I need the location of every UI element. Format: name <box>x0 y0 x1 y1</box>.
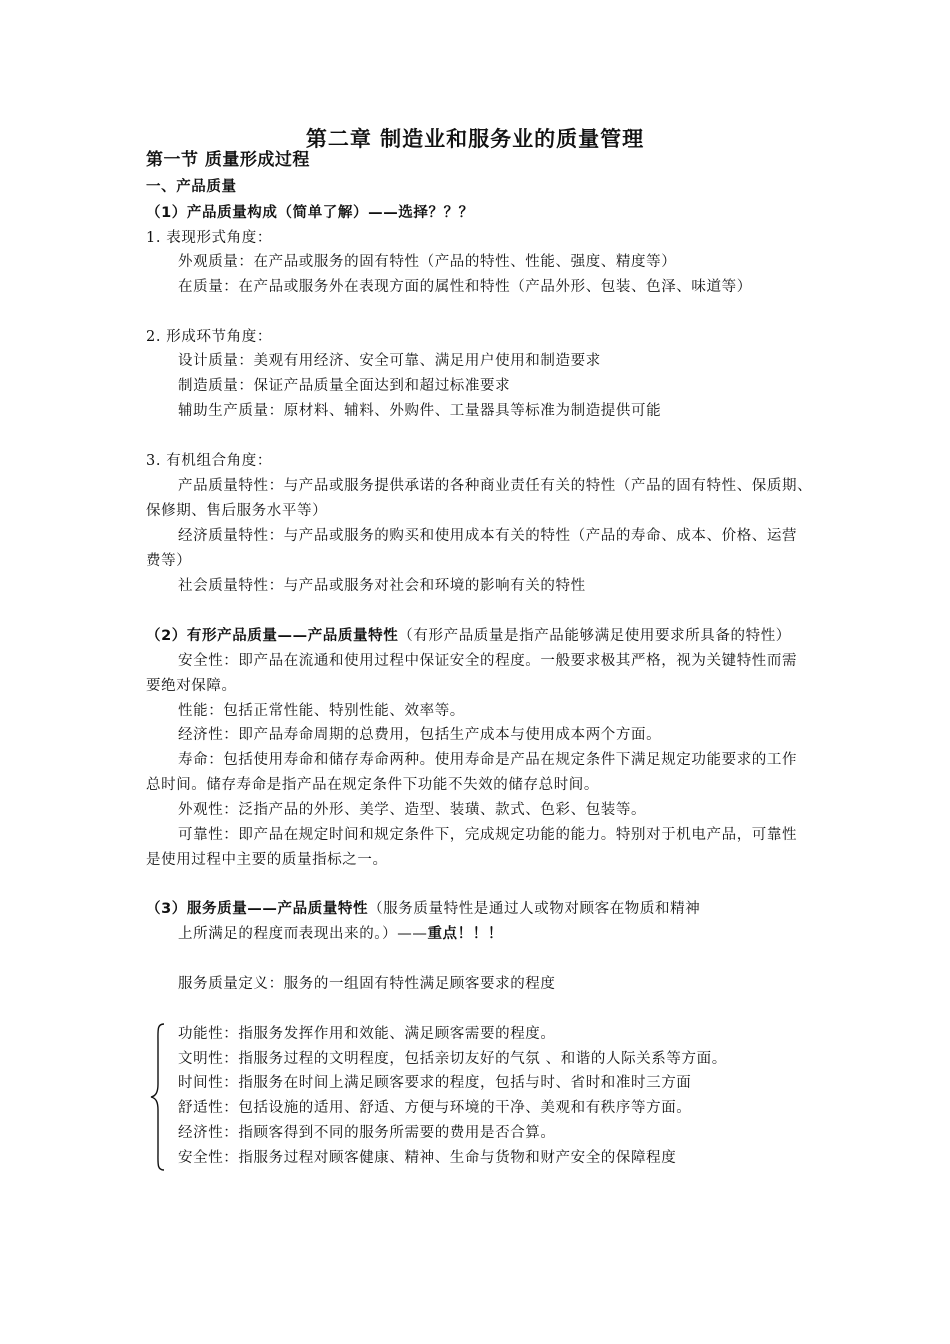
subsection-title: 一、产品质量 <box>146 179 237 195</box>
service-trait-item: 功能性：指服务发挥作用和效能、满足顾客需要的程度。 <box>178 1026 556 1042</box>
part3-emphasis: 重点！！！ <box>427 926 503 942</box>
service-trait-item: 经济性：指顾客得到不同的服务所需要的费用是否合算。 <box>178 1125 556 1141</box>
section-title: 第一节 质量形成过程 <box>146 150 310 170</box>
service-trait-item: 舒适性：包括设施的适用、舒适、方便与环境的干净、美观和有秩序等方面。 <box>178 1100 692 1116</box>
part2-line: 可靠性：即产品在规定时间和规定条件下，完成规定功能的能力。特别对于机电产品，可靠性 <box>178 827 798 843</box>
part3-heading <box>146 899 700 919</box>
service-trait-item: 时间性：指服务在时间上满足顾客要求的程度，包括与时、省时和准时三方面 <box>178 1075 692 1091</box>
group2-line: 设计质量：美观有用经济、安全可靠、满足用户使用和制造要求 <box>178 353 601 369</box>
group3-line: 产品质量特性：与产品或服务提供承诺的各种商业责任有关的特性（产品的固有特性、保质期、 <box>178 478 813 494</box>
part2-line: 经济性：即产品寿命周期的总费用，包括生产成本与使用成本两个方面。 <box>178 727 662 743</box>
part2-line: 总时间。储存寿命是指产品在规定条件下功能不失效的储存总时间。 <box>146 777 599 793</box>
left-brace-icon <box>148 1022 168 1172</box>
group2-title: 2. 形成环节角度： <box>146 329 272 345</box>
service-quality-definition: 服务质量定义：服务的一组固有特性满足顾客要求的程度 <box>178 976 556 992</box>
part2-line: 安全性：即产品在流通和使用过程中保证安全的程度。一般要求极其严格，视为关键特性而需 <box>178 653 798 669</box>
part2-line: 外观性：泛指产品的外形、美学、造型、装璜、款式、色彩、包装等。 <box>178 802 647 818</box>
part2-heading-note: （有形产品质量是指产品能够满足使用要求所具备的特性） <box>398 628 791 644</box>
chapter-title: 第二章 制造业和服务业的质量管理 <box>305 127 645 151</box>
part3-heading-bold: （3）服务质量——产品质量特性 <box>146 901 369 917</box>
part2-line: 要绝对保障。 <box>146 678 237 694</box>
group3-line: 保修期、售后服务水平等） <box>146 503 328 519</box>
part2-line: 寿命：包括使用寿命和储存寿命两种。使用寿命是产品在规定条件下满足规定功能要求的工作 <box>178 752 798 768</box>
group2-line: 辅助生产质量：原材料、辅料、外购件、工量器具等标准为制造提供可能 <box>178 403 662 419</box>
group1-title: 1. 表现形式角度： <box>146 230 272 246</box>
group3-line: 社会质量特性：与产品或服务对社会和环境的影响有关的特性 <box>178 578 586 594</box>
group1-line: 外观质量：在产品或服务的固有特性（产品的特性、性能、强度、精度等） <box>178 254 677 270</box>
group3-line: 经济质量特性：与产品或服务的购买和使用成本有关的特性（产品的寿命、成本、价格、运营 <box>178 528 798 544</box>
part2-line: 是使用过程中主要的质量指标之一。 <box>146 852 388 868</box>
group3-line: 费等） <box>146 553 192 569</box>
group1-line: 在质量：在产品或服务外在表现方面的属性和特性（产品外形、包装、色泽、味道等） <box>178 279 752 295</box>
part1-heading: （1）产品质量构成（简单了解）——选择？？？ <box>146 205 474 221</box>
service-trait-item: 安全性：指服务过程对顾客健康、精神、生命与货物和财产安全的保障程度 <box>178 1150 677 1166</box>
part2-heading <box>146 626 791 646</box>
part3-heading-note-cont: 上所满足的程度而表现出来的。）—— <box>178 926 428 942</box>
service-trait-item: 文明性：指服务过程的文明程度，包括亲切友好的气氛 、和谐的人际关系等方面。 <box>178 1051 727 1067</box>
part3-heading-line2 <box>178 924 503 944</box>
part2-line: 性能：包括正常性能、特别性能、效率等。 <box>178 703 465 719</box>
part2-heading-bold: （2）有形产品质量——产品质量特性 <box>146 628 399 644</box>
part3-heading-note: （服务质量特性是通过人或物对顾客在物质和精神 <box>368 901 701 917</box>
group2-line: 制造质量：保证产品质量全面达到和超过标准要求 <box>178 378 511 394</box>
group3-title: 3. 有机组合角度： <box>146 453 272 469</box>
